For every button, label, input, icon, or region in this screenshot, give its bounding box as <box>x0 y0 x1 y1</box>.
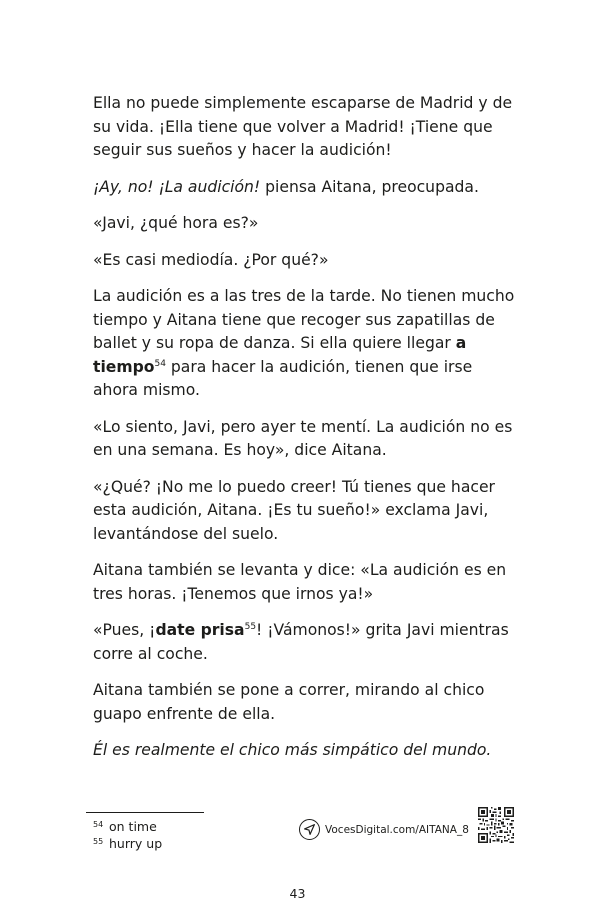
paragraph: «Javi, ¿qué hora es?» <box>93 214 259 232</box>
paragraph <box>93 285 518 403</box>
footnote-ref: 54 <box>154 358 166 369</box>
paragraph <box>93 619 518 666</box>
link-text: VocesDigital.com/AITANA_8 <box>325 823 469 836</box>
qr-code-icon[interactable] <box>478 807 514 843</box>
paragraph-text: para hacer la audición, tienen que irse ahora mismo. <box>93 357 473 399</box>
glossary-term: a tiempo <box>93 334 467 376</box>
paragraph-text: ! ¡Vámonos!» grita Javi mientras corre al coche. <box>93 621 509 663</box>
footnote-number: 55 <box>93 837 104 846</box>
footnote-divider <box>86 812 204 813</box>
audio-link[interactable] <box>299 819 469 840</box>
paragraph: Ella no puede simplemente escaparse de Madrid y de su vida. ¡Ella tiene que volver a Madrid! ¡Tiene que seguir sus sueños y hacer la audición! <box>93 94 513 159</box>
paragraph: «¿Qué? ¡No me lo puedo creer! Tú tienes que hacer esta audición, Aitana. ¡Es tu sueño!» exclama Javi, levantándose del suelo. <box>93 477 495 543</box>
footnotes <box>93 818 162 852</box>
paragraph: «Es casi mediodía. ¿Por qué?» <box>93 250 329 269</box>
footnote-text: hurry up <box>109 836 163 851</box>
paragraph: Aitana también se levanta y dice: «La audición es en tres horas. ¡Tenemos que irnos ya!» <box>93 561 507 603</box>
glossary-term: date prisa <box>155 621 245 639</box>
paragraph <box>93 176 518 200</box>
paragraph-text: La audición es a las tres de la tarde. No tienen mucho tiempo y Aitana tiene que recoger sus zapatillas de ballet y su ropa de danza. Si ella quiere llegar <box>93 287 515 352</box>
body-text <box>93 92 518 776</box>
paragraph-text: piensa Aitana, preocupada. <box>260 177 479 196</box>
footnote <box>93 835 162 852</box>
footnote <box>93 818 162 835</box>
italic-paragraph: Él es realmente el chico más simpático del mundo. <box>93 741 492 759</box>
paragraph: «Lo siento, Javi, pero ayer te mentí. La audición no es en una semana. Es hoy», dice Aitana. <box>93 417 513 459</box>
paragraph-text: «Pues, ¡ <box>93 621 156 639</box>
page-number: 43 <box>289 886 306 901</box>
navigation-arrow-icon <box>299 819 320 840</box>
footnote-ref: 55 <box>244 622 257 632</box>
footnote-text: on time <box>109 819 157 834</box>
italic-thought: ¡Ay, no! ¡La audición! <box>93 177 261 196</box>
paragraph: Aitana también se pone a correr, mirando al chico guapo enfrente de ella. <box>93 681 485 723</box>
footnote-number: 54 <box>93 820 104 829</box>
